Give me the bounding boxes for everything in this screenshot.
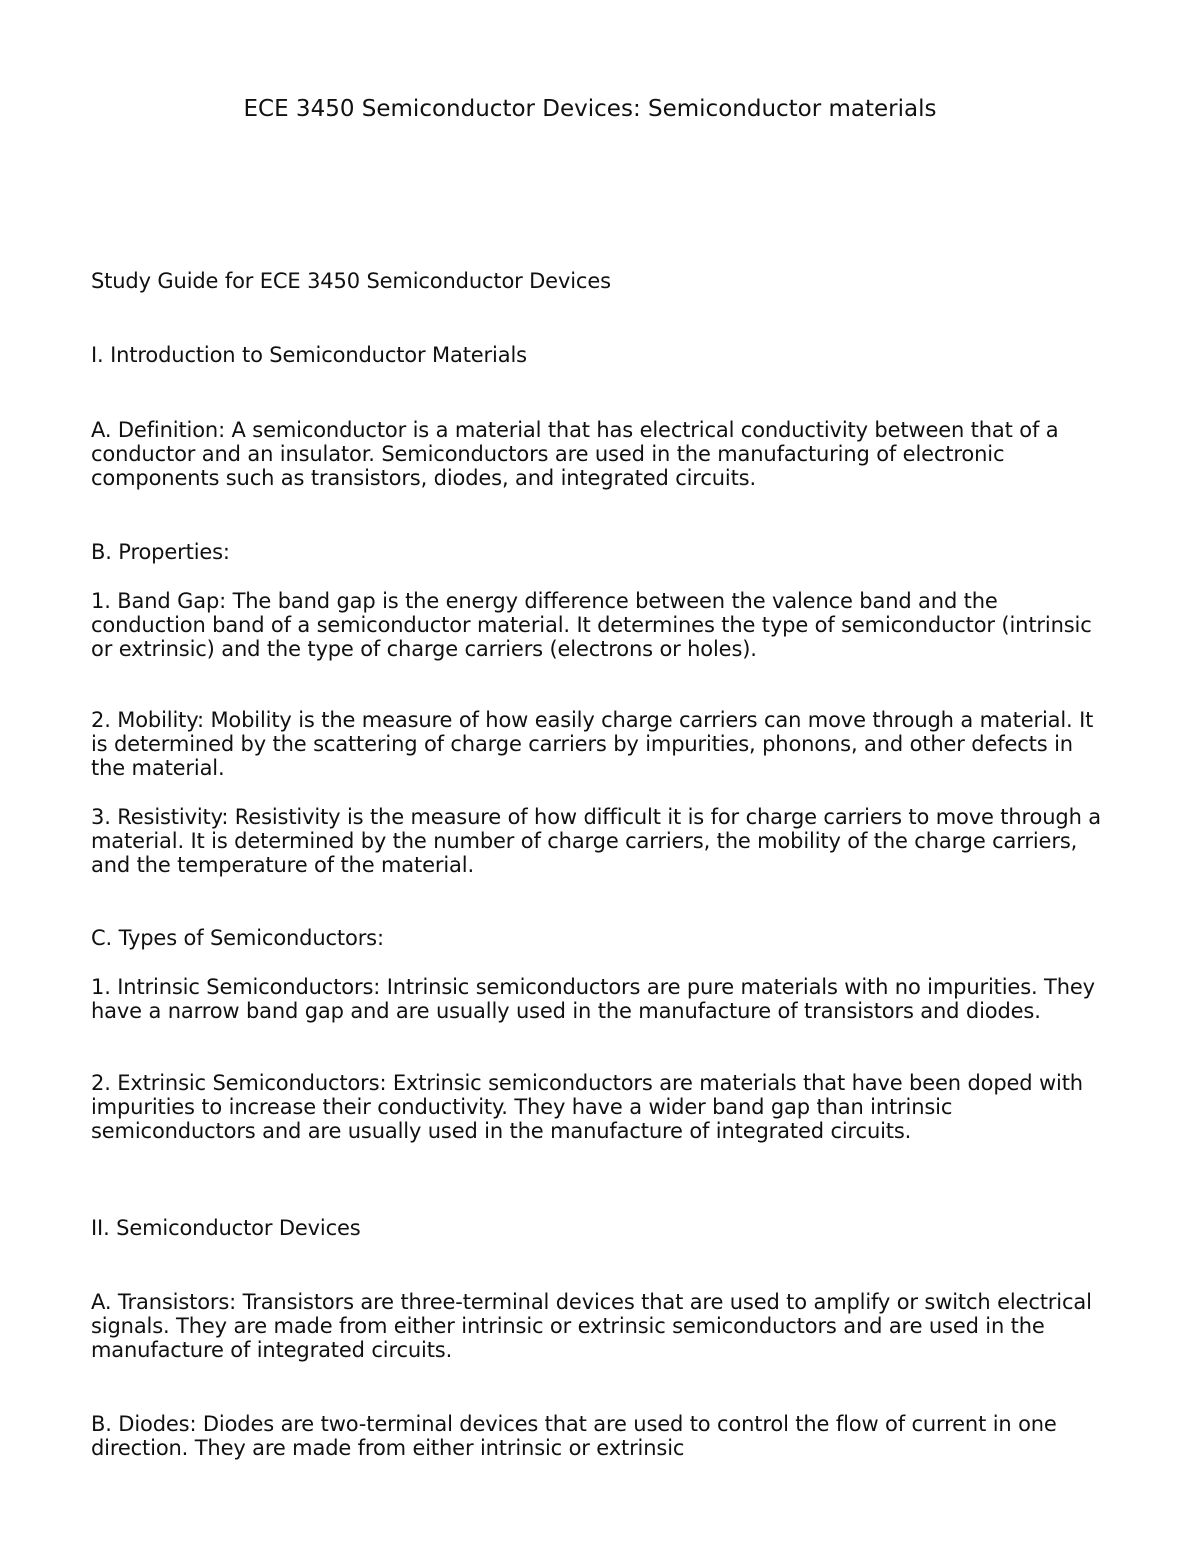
transistors-paragraph: A. Transistors: Transistors are three-terminal devices that are used to amplify or switch electrical signals. They are made from either intrinsic or extrinsic semiconductors and are used in the manufacture of integrated circuits. bbox=[91, 1290, 1092, 1362]
property-mobility: 2. Mobility: Mobility is the measure of how easily charge carriers can move through a material. It is determined by the scattering of charge carriers by impurities, phonons, and other defects in the material. bbox=[91, 708, 1094, 780]
study-guide-heading: Study Guide for ECE 3450 Semiconductor Devices bbox=[91, 269, 611, 293]
property-band-gap: 1. Band Gap: The band gap is the energy difference between the valence band and the conduction band of a semiconductor material. It determines the type of semiconductor (intrinsic or extrinsic) and the type of charge carriers (electrons or holes). bbox=[91, 589, 1092, 661]
properties-heading: B. Properties: bbox=[91, 540, 230, 564]
type-intrinsic: 1. Intrinsic Semiconductors: Intrinsic semiconductors are pure materials with no impurities. They have a narrow band gap and are usually used in the manufacture of transistors and diodes. bbox=[91, 975, 1095, 1023]
diodes-paragraph: B. Diodes: Diodes are two-terminal devices that are used to control the flow of current in one direction. They are made from either intrinsic or extrinsic bbox=[91, 1412, 1057, 1460]
definition-paragraph: A. Definition: A semiconductor is a material that has electrical conductivity between that of a conductor and an insulator. Semiconductors are used in the manufacturing of electronic components such as transistors, diodes, and integrated circuits. bbox=[91, 418, 1059, 490]
document-title: ECE 3450 Semiconductor Devices: Semiconductor materials bbox=[243, 96, 937, 122]
property-resistivity: 3. Resistivity: Resistivity is the measure of how difficult it is for charge carriers to move through a material. It is determined by the number of charge carriers, the mobility of the charge carriers, and the temperature of the material. bbox=[91, 805, 1101, 877]
section-1-heading: I. Introduction to Semiconductor Materials bbox=[91, 343, 527, 367]
section-2-heading: II. Semiconductor Devices bbox=[91, 1216, 361, 1240]
types-heading: C. Types of Semiconductors: bbox=[91, 926, 384, 950]
type-extrinsic: 2. Extrinsic Semiconductors: Extrinsic semiconductors are materials that have been doped with impurities to increase their conductivity. They have a wider band gap than intrinsic semiconductors and are usually used in the manufacture of integrated circuits. bbox=[91, 1071, 1083, 1143]
